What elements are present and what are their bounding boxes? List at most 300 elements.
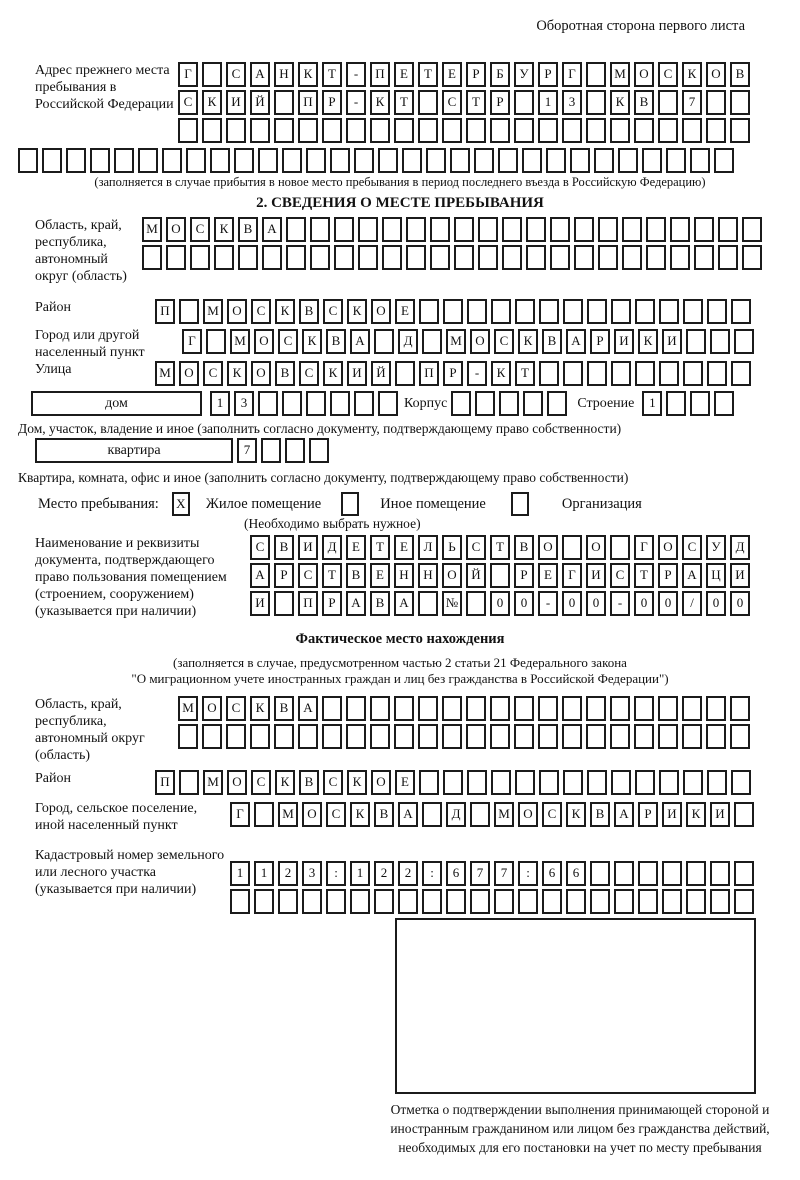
grid-cell: Н	[274, 62, 294, 87]
grid-cell	[610, 118, 630, 143]
grid-cell: С	[658, 62, 678, 87]
grid-cell	[694, 217, 714, 242]
grid-cell	[418, 696, 438, 721]
grid-cell: 3	[302, 861, 322, 886]
factual-title: Фактическое место нахождения	[295, 631, 505, 647]
grid-cell: Р	[590, 329, 610, 354]
grid-cell: К	[347, 299, 367, 324]
grid-cell	[598, 217, 618, 242]
grid-cell	[274, 118, 294, 143]
grid-cell	[346, 118, 366, 143]
grid-cell	[418, 591, 438, 616]
grid-cell: О	[634, 62, 654, 87]
grid-cell	[430, 245, 450, 270]
grid-cell: С	[251, 770, 271, 795]
grid-cell: 0	[706, 591, 726, 616]
grid-cell: А	[398, 802, 418, 827]
grid-cell: К	[214, 217, 234, 242]
grid-cell	[226, 118, 246, 143]
document-grid-row-1	[250, 535, 754, 560]
grid-cell: 7	[470, 861, 490, 886]
grid-cell: В	[299, 299, 319, 324]
grid-cell: С	[610, 563, 630, 588]
grid-cell: Г	[634, 535, 654, 560]
grid-cell: К	[686, 802, 706, 827]
grid-cell	[286, 217, 306, 242]
grid-cell: В	[275, 361, 295, 386]
grid-cell: 6	[446, 861, 466, 886]
grid-cell	[42, 148, 62, 173]
grid-cell: Н	[418, 563, 438, 588]
grid-cell: С	[226, 62, 246, 87]
grid-cell	[562, 696, 582, 721]
grid-cell	[490, 563, 510, 588]
grid-cell	[274, 591, 294, 616]
grid-cell	[538, 696, 558, 721]
kvartira-grid	[237, 438, 333, 463]
grid-cell	[694, 245, 714, 270]
grid-cell	[214, 245, 234, 270]
grid-cell	[179, 770, 199, 795]
grid-cell	[278, 889, 298, 914]
grid-cell: В	[634, 90, 654, 115]
grid-cell: 0	[658, 591, 678, 616]
grid-cell	[730, 724, 750, 749]
grid-cell	[563, 361, 583, 386]
grid-cell: К	[298, 62, 318, 87]
grid-cell: Е	[395, 299, 415, 324]
grid-cell	[306, 148, 326, 173]
factual-rayon-grid-row	[155, 770, 755, 795]
grid-cell	[186, 148, 206, 173]
grid-cell: К	[275, 770, 295, 795]
grid-cell	[683, 770, 703, 795]
grid-cell	[590, 861, 610, 886]
grid-cell	[634, 724, 654, 749]
grid-cell: У	[706, 535, 726, 560]
grid-cell	[526, 245, 546, 270]
grid-cell: С	[466, 535, 486, 560]
grid-cell: С	[542, 802, 562, 827]
grid-cell	[382, 245, 402, 270]
grid-cell: В	[514, 535, 534, 560]
grid-cell	[466, 724, 486, 749]
kvartira-caption: Квартира, комната, офис и иное (заполнить согласно документу, подтверждающему право собственности)	[18, 470, 629, 485]
ulitsa-label: Улица	[35, 362, 72, 377]
grid-cell: О	[706, 62, 726, 87]
grid-cell	[286, 245, 306, 270]
grid-cell	[466, 591, 486, 616]
grid-cell	[166, 245, 186, 270]
grid-cell: С	[250, 535, 270, 560]
grid-cell: О	[470, 329, 490, 354]
grid-cell	[298, 724, 318, 749]
prev-address-note: (заполняется в случае прибытия в новое место пребывания в период последнего въезда в Российскую Федерацию)	[94, 175, 706, 189]
grid-cell	[250, 118, 270, 143]
grid-cell	[706, 118, 726, 143]
section2-title: 2. СВЕДЕНИЯ О МЕСТЕ ПРЕБЫВАНИЯ	[256, 195, 544, 211]
grid-cell	[515, 770, 535, 795]
grid-cell: И	[347, 361, 367, 386]
grid-cell	[522, 148, 542, 173]
grid-cell	[162, 148, 182, 173]
grid-cell	[442, 724, 462, 749]
grid-cell	[398, 889, 418, 914]
grid-cell	[730, 696, 750, 721]
grid-cell: К	[347, 770, 367, 795]
grid-cell: 6	[566, 861, 586, 886]
factual-oblast-grid-row-1	[178, 696, 754, 721]
grid-cell: В	[274, 696, 294, 721]
grid-cell: П	[155, 299, 175, 324]
grid-cell: Е	[370, 563, 390, 588]
grid-cell	[514, 724, 534, 749]
grid-cell: -	[346, 90, 366, 115]
grid-cell: И	[730, 563, 750, 588]
document-label: Наименование и реквизиты документа, подтверждающего право пользования помещением (строением, сооружением) (указывается при наличии)	[35, 536, 227, 619]
grid-cell: №	[442, 591, 462, 616]
grid-cell: П	[419, 361, 439, 386]
grid-cell: В	[326, 329, 346, 354]
grid-cell	[178, 724, 198, 749]
grid-cell	[514, 696, 534, 721]
grid-cell: Н	[394, 563, 414, 588]
grid-cell: :	[422, 861, 442, 886]
grid-cell	[90, 148, 110, 173]
prev-address-field	[18, 62, 800, 146]
factual-note-line1: (заполняется в случае, предусмотренном частью 2 статьи 21 Федерального закона	[173, 655, 627, 670]
grid-cell: И	[662, 802, 682, 827]
grid-cell: М	[203, 299, 223, 324]
grid-cell: Р	[658, 563, 678, 588]
grid-cell	[322, 118, 342, 143]
grid-cell	[586, 118, 606, 143]
grid-cell	[466, 118, 486, 143]
grid-cell: В	[299, 770, 319, 795]
grid-cell	[707, 361, 727, 386]
korpus-grid	[451, 391, 571, 416]
grid-cell	[659, 361, 679, 386]
grid-cell	[450, 148, 470, 173]
grid-cell	[563, 770, 583, 795]
grid-cell: 0	[634, 591, 654, 616]
grid-cell: К	[682, 62, 702, 87]
grid-cell: В	[370, 591, 390, 616]
grid-cell: М	[446, 329, 466, 354]
zhiloe-checkbox: X	[172, 492, 190, 516]
grid-cell: Ь	[442, 535, 462, 560]
grid-cell: О	[179, 361, 199, 386]
dom-row	[18, 391, 800, 419]
grid-cell: П	[298, 591, 318, 616]
grid-cell	[562, 724, 582, 749]
grid-cell	[610, 724, 630, 749]
grid-cell	[586, 90, 606, 115]
document-grid-row-2	[250, 563, 754, 588]
grid-cell: Р	[490, 90, 510, 115]
grid-cell: 0	[730, 591, 750, 616]
grid-cell	[563, 299, 583, 324]
grid-cell	[374, 889, 394, 914]
grid-cell: А	[262, 217, 282, 242]
kadastr-grid-row-2	[230, 889, 758, 914]
grid-cell	[419, 299, 439, 324]
grid-cell: О	[518, 802, 538, 827]
grid-cell	[574, 245, 594, 270]
oblast-grid-row-1	[142, 217, 766, 242]
grid-cell: М	[142, 217, 162, 242]
grid-cell: С	[494, 329, 514, 354]
grid-cell: О	[371, 299, 391, 324]
grid-cell: О	[658, 535, 678, 560]
grid-cell: О	[166, 217, 186, 242]
grid-cell	[686, 889, 706, 914]
grid-cell: 6	[542, 861, 562, 886]
grid-cell	[306, 391, 326, 416]
grid-cell	[659, 299, 679, 324]
grid-cell: Г	[562, 62, 582, 87]
grid-cell	[142, 245, 162, 270]
grid-cell: С	[178, 90, 198, 115]
grid-cell: У	[514, 62, 534, 87]
grid-cell: С	[203, 361, 223, 386]
grid-cell	[258, 391, 278, 416]
grid-cell	[350, 889, 370, 914]
grid-cell	[586, 62, 606, 87]
grid-cell	[550, 217, 570, 242]
grid-cell	[395, 361, 415, 386]
grid-cell	[611, 299, 631, 324]
grid-cell	[714, 148, 734, 173]
factual-oblast-grids	[178, 696, 754, 752]
dom-box: дом	[31, 391, 202, 416]
grid-cell: Е	[394, 535, 414, 560]
grid-cell	[226, 724, 246, 749]
grid-cell: В	[542, 329, 562, 354]
grid-cell: Д	[446, 802, 466, 827]
grid-cell: И	[298, 535, 318, 560]
grid-cell	[682, 118, 702, 143]
grid-cell	[354, 391, 374, 416]
korpus-label: Корпус	[404, 396, 448, 411]
grid-cell	[66, 148, 86, 173]
grid-cell	[230, 889, 250, 914]
grid-cell	[302, 889, 322, 914]
page-corner-note: Оборотная сторона первого листа	[536, 18, 745, 34]
grid-cell	[734, 329, 754, 354]
grid-cell	[282, 391, 302, 416]
grid-cell	[234, 148, 254, 173]
grid-cell: 0	[514, 591, 534, 616]
grid-cell: К	[350, 802, 370, 827]
grid-cell	[614, 889, 634, 914]
grid-cell	[466, 696, 486, 721]
grid-cell: Л	[418, 535, 438, 560]
prev-address-grid-row-1	[178, 62, 754, 87]
grid-cell	[587, 299, 607, 324]
grid-cell	[422, 802, 442, 827]
grid-cell	[635, 770, 655, 795]
grid-cell	[587, 770, 607, 795]
grid-cell	[638, 889, 658, 914]
ulitsa-field	[18, 361, 800, 389]
grid-cell: В	[590, 802, 610, 827]
ulitsa-grid-row	[155, 361, 755, 386]
grid-cell	[710, 329, 730, 354]
grid-cell: А	[250, 62, 270, 87]
grid-cell: Й	[371, 361, 391, 386]
factual-oblast-grid-row-2	[178, 724, 754, 749]
grid-cell: Д	[398, 329, 418, 354]
grid-cell	[418, 724, 438, 749]
factual-oblast-field	[18, 696, 800, 764]
grid-cell: Р	[514, 563, 534, 588]
mark-caption: Отметка о подтверждении выполнения принимающей стороной и иностранным гражданином или лицом без гражданства действий, необходимых для его постановки на учет по месту пребывания	[390, 1102, 770, 1155]
grid-cell	[707, 299, 727, 324]
grid-cell	[475, 391, 495, 416]
grid-cell	[491, 299, 511, 324]
grid-cell	[378, 148, 398, 173]
org-checkbox	[511, 492, 529, 516]
grid-cell	[670, 245, 690, 270]
grid-cell: О	[538, 535, 558, 560]
grid-cell	[258, 148, 278, 173]
grid-cell	[478, 245, 498, 270]
document-grid-row-3	[250, 591, 754, 616]
grid-cell	[210, 148, 230, 173]
grid-cell	[586, 724, 606, 749]
grid-cell	[742, 217, 762, 242]
grid-cell: П	[298, 90, 318, 115]
grid-cell	[515, 299, 535, 324]
dom-grid	[210, 391, 402, 416]
grid-cell: 2	[374, 861, 394, 886]
grid-cell	[238, 245, 258, 270]
grid-cell	[622, 245, 642, 270]
grid-cell: 7	[682, 90, 702, 115]
grid-cell	[514, 118, 534, 143]
grid-cell	[731, 361, 751, 386]
grid-cell	[550, 245, 570, 270]
grid-cell	[498, 148, 518, 173]
gorod-label: Город или другой населенный пункт	[35, 328, 145, 360]
factual-rayon-label: Район	[35, 771, 71, 786]
grid-cell	[499, 391, 519, 416]
grid-cell	[274, 724, 294, 749]
grid-cell: С	[298, 563, 318, 588]
grid-cell	[734, 802, 754, 827]
oblast-label: Область, край, республика, автономный округ (область)	[35, 218, 127, 284]
grid-cell	[590, 889, 610, 914]
stroenie-grid	[642, 391, 738, 416]
grid-cell	[546, 148, 566, 173]
grid-cell	[690, 148, 710, 173]
grid-cell: О	[251, 361, 271, 386]
grid-cell: М	[203, 770, 223, 795]
grid-cell: А	[298, 696, 318, 721]
kadastr-field	[18, 848, 800, 917]
grid-cell	[658, 90, 678, 115]
oblast-grid-row-2	[142, 245, 766, 270]
grid-cell: Д	[730, 535, 750, 560]
document-grids	[250, 535, 754, 619]
grid-cell	[309, 438, 329, 463]
grid-cell	[666, 148, 686, 173]
grid-cell	[491, 770, 511, 795]
oblast-field	[18, 217, 800, 285]
grid-cell: Р	[443, 361, 463, 386]
grid-cell	[539, 299, 559, 324]
grid-cell	[538, 118, 558, 143]
grid-cell	[261, 438, 281, 463]
grid-cell	[430, 217, 450, 242]
grid-cell	[394, 724, 414, 749]
grid-cell: А	[346, 591, 366, 616]
factual-note-line2: "О миграционном учете иностранных граждан и лиц без гражданства в Российской Федерации")	[131, 671, 669, 686]
grid-cell	[635, 361, 655, 386]
grid-cell: 2	[278, 861, 298, 886]
grid-cell	[690, 391, 710, 416]
grid-cell	[402, 148, 422, 173]
grid-cell	[274, 90, 294, 115]
grid-cell	[730, 118, 750, 143]
grid-cell: С	[278, 329, 298, 354]
gorod-field	[18, 328, 800, 360]
grid-cell	[526, 217, 546, 242]
grid-cell	[446, 889, 466, 914]
inoe-checkbox	[341, 492, 359, 516]
grid-cell: К	[202, 90, 222, 115]
grid-cell	[470, 889, 490, 914]
grid-cell: Й	[466, 563, 486, 588]
grid-cell	[330, 148, 350, 173]
grid-cell	[202, 724, 222, 749]
grid-cell	[394, 118, 414, 143]
grid-cell	[451, 391, 471, 416]
mesto-label: Место пребывания:	[38, 496, 159, 512]
grid-cell	[734, 889, 754, 914]
grid-cell	[562, 535, 582, 560]
prev-address-label: Адрес прежнего места пребывания в Российской Федерации	[35, 63, 174, 112]
grid-cell	[594, 148, 614, 173]
grid-cell	[138, 148, 158, 173]
grid-cell: Е	[442, 62, 462, 87]
grid-cell	[502, 245, 522, 270]
grid-cell	[734, 861, 754, 886]
grid-cell: О	[227, 299, 247, 324]
grid-cell	[566, 889, 586, 914]
grid-cell: Т	[394, 90, 414, 115]
grid-cell	[467, 770, 487, 795]
grid-cell: 1	[254, 861, 274, 886]
grid-cell: 2	[398, 861, 418, 886]
grid-cell: 0	[490, 591, 510, 616]
grid-cell	[718, 245, 738, 270]
grid-cell: Т	[370, 535, 390, 560]
grid-cell	[426, 148, 446, 173]
grid-cell: 1	[642, 391, 662, 416]
grid-cell	[370, 724, 390, 749]
grid-cell	[422, 889, 442, 914]
grid-cell	[298, 118, 318, 143]
grid-cell	[598, 245, 618, 270]
grid-cell: 0	[562, 591, 582, 616]
grid-cell	[587, 361, 607, 386]
grid-cell	[730, 90, 750, 115]
mesto-note: (Необходимо выбрать нужное)	[244, 516, 421, 531]
kadastr-grids	[230, 861, 758, 917]
grid-cell: О	[442, 563, 462, 588]
